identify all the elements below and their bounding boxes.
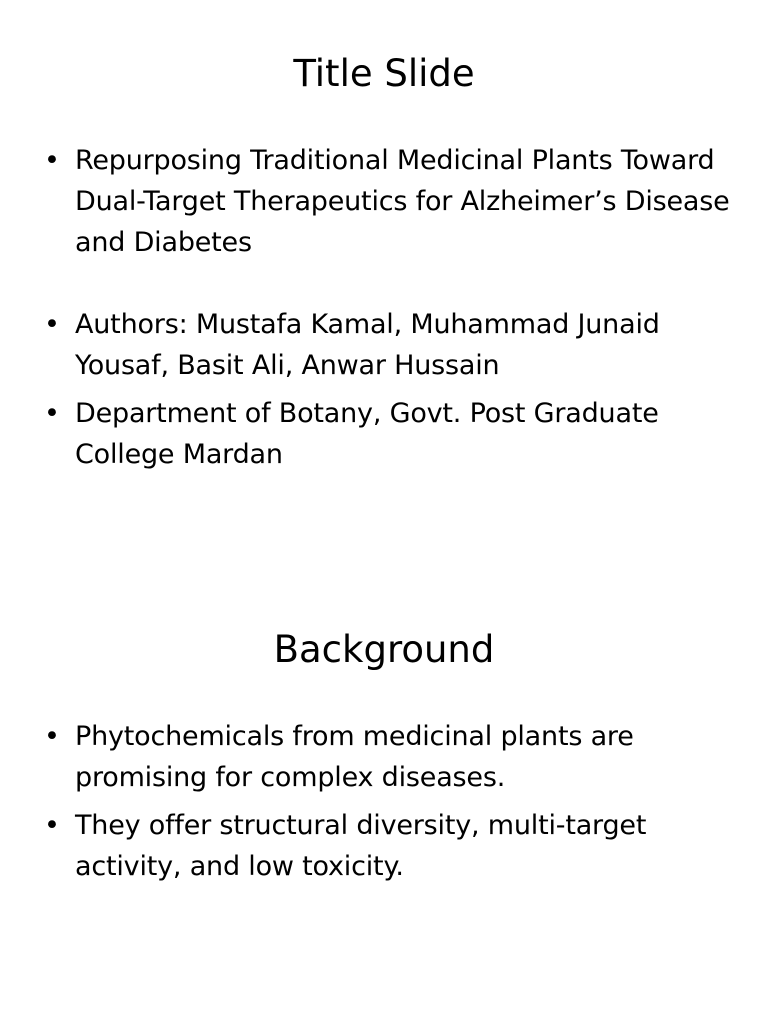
- bullet-text: They offer structural diversity, multi-target activity, and low toxicity.: [75, 810, 647, 882]
- bullet-item-paper-title: [0, 140, 768, 263]
- bullet-item-diversity: [0, 805, 768, 887]
- slide-title: Title Slide: [293, 52, 475, 95]
- bullet-item-department: [0, 393, 768, 475]
- bullet-text: Department of Botany, Govt. Post Graduate College Mardan: [75, 398, 659, 470]
- bullet-icon: •: [44, 145, 60, 176]
- bullet-list: [0, 716, 768, 887]
- bullet-item-phytochemicals: [0, 716, 768, 798]
- slide-title: Background: [273, 628, 495, 671]
- bullet-icon: •: [44, 810, 60, 841]
- bullet-text: Phytochemicals from medicinal plants are promising for complex diseases.: [75, 721, 634, 793]
- bullet-icon: •: [44, 721, 60, 752]
- bullet-list: [0, 140, 768, 475]
- bullet-text: Repurposing Traditional Medicinal Plants Toward Dual-Target Therapeutics for Alzheimer’s Disease and Diabetes: [75, 145, 730, 258]
- bullet-text: Authors: Mustafa Kamal, Muhammad Junaid Yousaf, Basit Ali, Anwar Hussain: [75, 309, 660, 381]
- bullet-item-authors: [0, 304, 768, 386]
- slide-background: [0, 576, 768, 1024]
- bullet-icon: •: [44, 398, 60, 429]
- bullet-icon: •: [44, 309, 60, 340]
